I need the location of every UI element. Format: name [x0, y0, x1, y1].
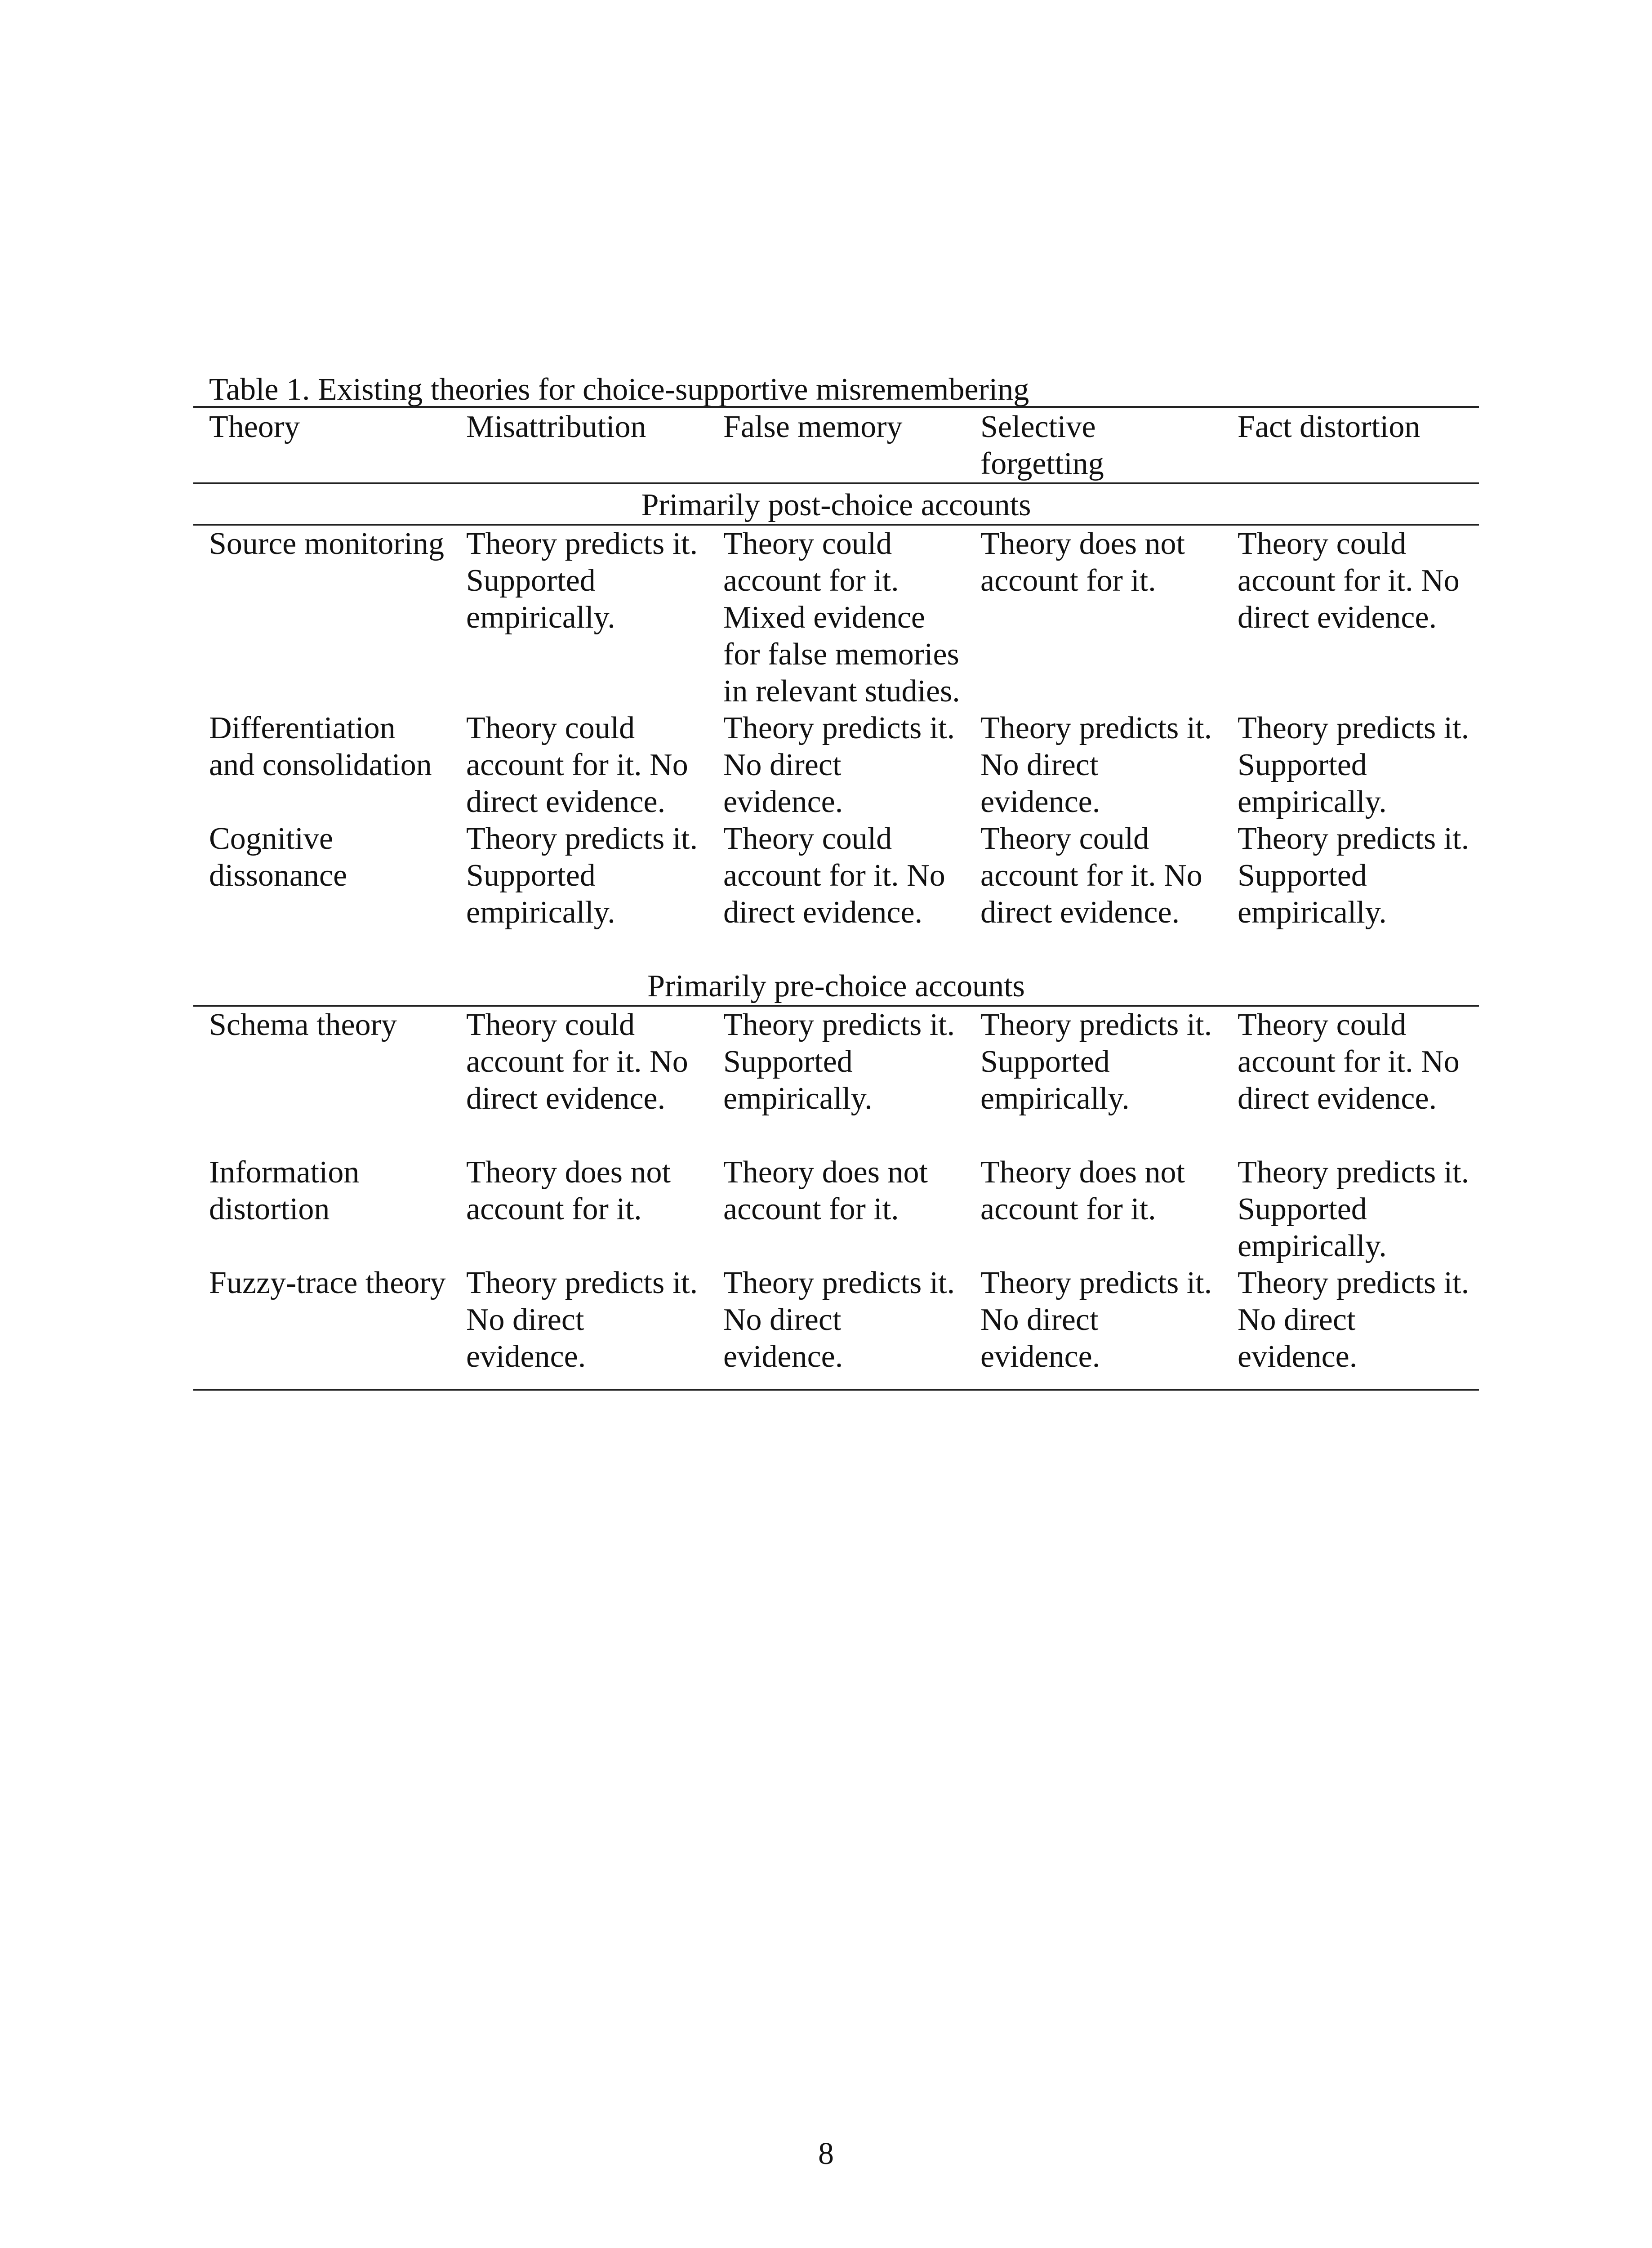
- table-row: [193, 1007, 1479, 1117]
- table-caption: Table 1. Existing theories for choice-supportive misremembering: [209, 372, 1029, 407]
- cell-misattribution: Theory could account for it. No direct evidence.: [466, 1008, 688, 1116]
- table-row: [193, 710, 1479, 821]
- header-theory: Theory: [209, 410, 300, 444]
- row-theory-name: Information distortion: [209, 1155, 360, 1227]
- cell-fact-distortion: Theory predicts it. Supported empirically.: [1238, 821, 1469, 930]
- table-row: [193, 1265, 1479, 1375]
- header-fact-distortion: Fact distortion: [1238, 410, 1420, 444]
- cell-fact-distortion: Theory could account for it. No direct evidence.: [1238, 526, 1460, 635]
- cell-false-memory: Theory predicts it. Supported empirically.: [723, 1008, 955, 1116]
- cell-misattribution: Theory predicts it. Supported empirically.: [466, 821, 698, 930]
- table-bottom-padding: [193, 1375, 1479, 1389]
- row-theory-name: Fuzzy-trace theory: [209, 1266, 446, 1300]
- table-row: [193, 1154, 1479, 1265]
- cell-selective-forgetting: Theory predicts it. Supported empirically.: [980, 1008, 1212, 1116]
- row-spacer: [193, 1117, 1479, 1154]
- table-row: [193, 821, 1479, 931]
- table-row: [193, 526, 1479, 710]
- cell-selective-forgetting: Theory predicts it. No direct evidence.: [980, 1266, 1212, 1374]
- cell-misattribution: Theory predicts it. Supported empirically.: [466, 526, 698, 635]
- page-number: 8: [818, 2136, 834, 2171]
- cell-selective-forgetting: Theory predicts it. No direct evidence.: [980, 711, 1212, 819]
- cell-false-memory: Theory does not account for it.: [723, 1155, 928, 1227]
- cell-fact-distortion: Theory predicts it. No direct evidence.: [1238, 1266, 1469, 1374]
- cell-false-memory: Theory predicts it. No direct evidence.: [723, 1266, 955, 1374]
- row-theory-name: Cognitive dissonance: [209, 821, 347, 893]
- cell-false-memory: Theory could account for it. Mixed evidence for false memories in relevant studies.: [723, 526, 960, 709]
- row-theory-name: Differentiation and consolidation: [209, 711, 432, 782]
- cell-false-memory: Theory predicts it. No direct evidence.: [723, 711, 955, 819]
- section-heading-post-choice: Primarily post-choice accounts: [193, 484, 1479, 526]
- cell-fact-distortion: Theory predicts it. Supported empirically.: [1238, 711, 1469, 819]
- row-theory-name: Source monitoring: [209, 526, 444, 561]
- cell-false-memory: Theory could account for it. No direct evidence.: [723, 821, 945, 930]
- cell-selective-forgetting: Theory could account for it. No direct evidence.: [980, 821, 1202, 930]
- row-theory-name: Schema theory: [209, 1008, 397, 1042]
- section-heading-pre-choice: Primarily pre-choice accounts: [193, 968, 1479, 1007]
- cell-misattribution: Theory does not account for it.: [466, 1155, 671, 1227]
- cell-selective-forgetting: Theory does not account for it.: [980, 526, 1185, 598]
- cell-selective-forgetting: Theory does not account for it.: [980, 1155, 1185, 1227]
- header-selective-forgetting: Selective forgetting: [980, 410, 1104, 481]
- cell-misattribution: Theory predicts it. No direct evidence.: [466, 1266, 698, 1374]
- cell-fact-distortion: Theory could account for it. No direct evidence.: [1238, 1008, 1460, 1116]
- section-spacer: [193, 931, 1479, 968]
- header-false-memory: False memory: [723, 410, 903, 444]
- header-misattribution: Misattribution: [466, 410, 646, 444]
- cell-fact-distortion: Theory predicts it. Supported empirically.: [1238, 1155, 1469, 1263]
- cell-misattribution: Theory could account for it. No direct evidence.: [466, 711, 688, 819]
- table-header-row: [193, 408, 1479, 484]
- theories-table: [193, 406, 1479, 1391]
